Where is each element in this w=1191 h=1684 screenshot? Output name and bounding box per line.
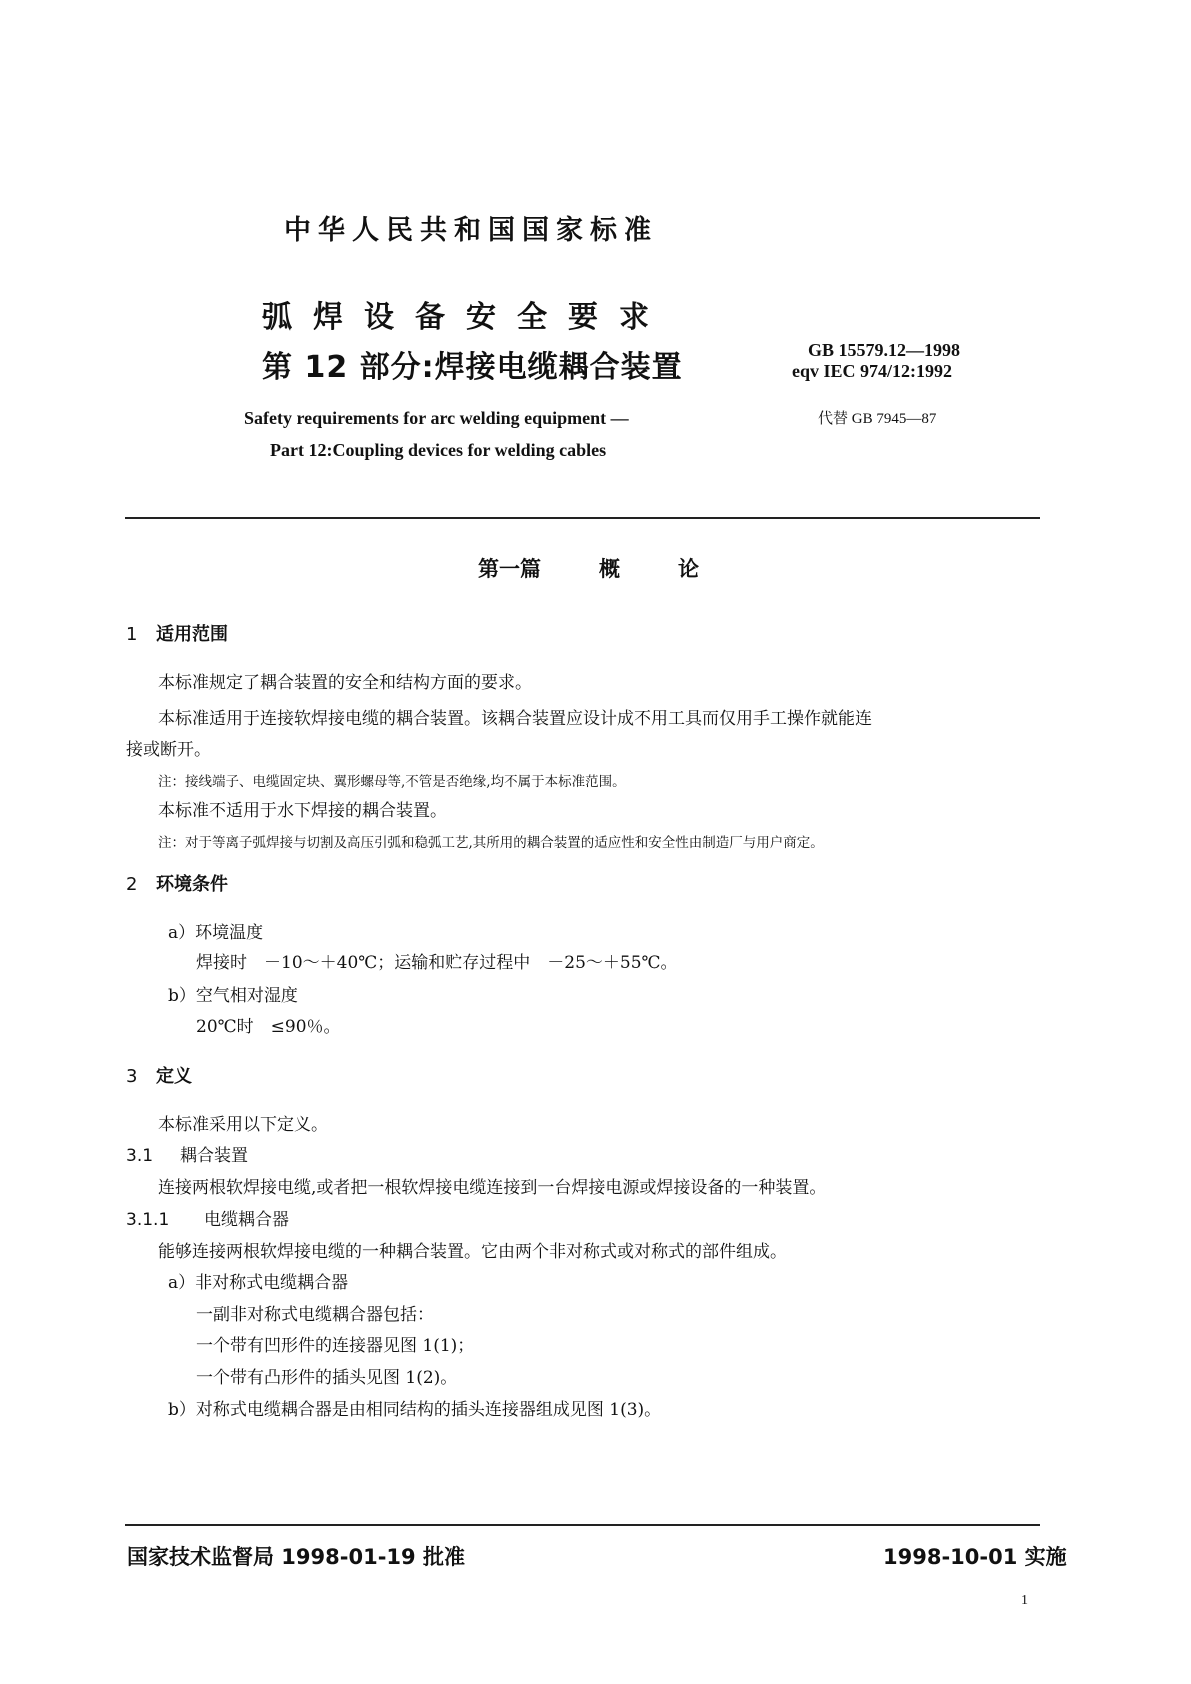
- subsection-3-1-text: 连接两根软焊接电缆,或者把一根软焊接电缆连接到一台焊接电源或焊接设备的一种装置。: [158, 1178, 827, 1198]
- section-2-item-b: b）空气相对湿度: [168, 986, 298, 1006]
- chapter-heading: [478, 553, 699, 583]
- section-2-number: 2: [126, 874, 138, 895]
- section-3-item-a-line1: 一副非对称式电缆耦合器包括：: [196, 1305, 434, 1325]
- section-2-heading: [126, 870, 228, 896]
- document-title-line1: 弧焊设备安全要求: [262, 300, 670, 335]
- section-1-para1: 本标准规定了耦合装置的安全和结构方面的要求。: [158, 673, 532, 693]
- footer-divider: [125, 1524, 1040, 1526]
- section-1-title: 适用范围: [156, 624, 228, 645]
- section-2-item-b-detail: 20℃时 ≤90％。: [196, 1017, 341, 1037]
- subsection-3-1-heading: [126, 1141, 248, 1166]
- section-2-item-a: a）环境温度: [168, 923, 264, 943]
- section-1-para3: 本标准不适用于水下焊接的耦合装置。: [158, 801, 447, 821]
- section-1-note1: 注：接线端子、电缆固定块、翼形螺母等,不管是否绝缘,均不属于本标准范围。: [158, 774, 626, 790]
- section-3-item-a-line2: 一个带有凹形件的连接器见图 1(1)；: [196, 1336, 475, 1356]
- section-1-para2-line1: 本标准适用于连接软焊接电缆的耦合装置。该耦合装置应设计成不用工具而仅用手工操作就能连: [158, 709, 872, 729]
- section-3-number: 3: [126, 1066, 138, 1087]
- section-1-heading: [126, 620, 228, 646]
- chapter-part3: 论: [678, 557, 699, 581]
- subsection-3-1-number: 3.1: [126, 1146, 154, 1166]
- section-3-item-a: a）非对称式电缆耦合器: [168, 1273, 349, 1293]
- effective-date: 1998-10-01 实施: [883, 1545, 1067, 1569]
- section-3-item-b: b）对称式电缆耦合器是由相同结构的插头连接器组成见图 1(3)。: [168, 1400, 662, 1420]
- section-3-item-a-line3: 一个带有凸形件的插头见图 1(2)。: [196, 1368, 458, 1388]
- approval-date: 国家技术监督局 1998-01-19 批准: [127, 1545, 465, 1569]
- header-divider: [125, 517, 1040, 519]
- section-3-title: 定义: [156, 1066, 192, 1087]
- subsection-3-1-title: 耦合装置: [180, 1146, 248, 1166]
- section-2-title: 环境条件: [156, 874, 228, 895]
- chapter-part2: 概: [599, 557, 620, 581]
- standard-number: GB 15579.12—1998: [808, 340, 961, 360]
- country-standard-title: 中华人民共和国国家标准: [284, 215, 658, 246]
- page-number: 1: [1021, 1593, 1028, 1608]
- section-1-note2: 注：对于等离子弧焊接与切割及高压引弧和稳弧工艺,其所用的耦合装置的适应性和安全性由制造厂与用户商定。: [158, 835, 824, 851]
- section-2-item-a-detail: 焊接时 －10～＋40℃；运输和贮存过程中 －25～＋55℃。: [196, 953, 678, 973]
- chapter-part1: 第一篇: [478, 557, 541, 581]
- equivalent-standard: eqv IEC 974/12:1992: [792, 361, 953, 381]
- english-title-line1: Safety requirements for arc welding equipment —: [244, 408, 629, 428]
- english-title-line2: Part 12:Coupling devices for welding cables: [270, 440, 607, 460]
- section-1-para2-line2: 接或断开。: [126, 740, 211, 760]
- section-3-intro: 本标准采用以下定义。: [158, 1115, 328, 1135]
- section-1-number: 1: [126, 624, 138, 645]
- subsection-3-1-1-title: 电缆耦合器: [204, 1210, 289, 1230]
- subsection-3-1-1-number: 3.1.1: [126, 1210, 170, 1230]
- subsection-3-1-1-heading: [126, 1205, 289, 1230]
- replaces-standard: 代替 GB 7945—87: [818, 411, 937, 427]
- section-3-heading: [126, 1062, 192, 1088]
- subsection-3-1-1-text: 能够连接两根软焊接电缆的一种耦合装置。它由两个非对称式或对称式的部件组成。: [158, 1242, 787, 1262]
- document-title-line2: 第 12 部分:焊接电缆耦合装置: [262, 350, 683, 385]
